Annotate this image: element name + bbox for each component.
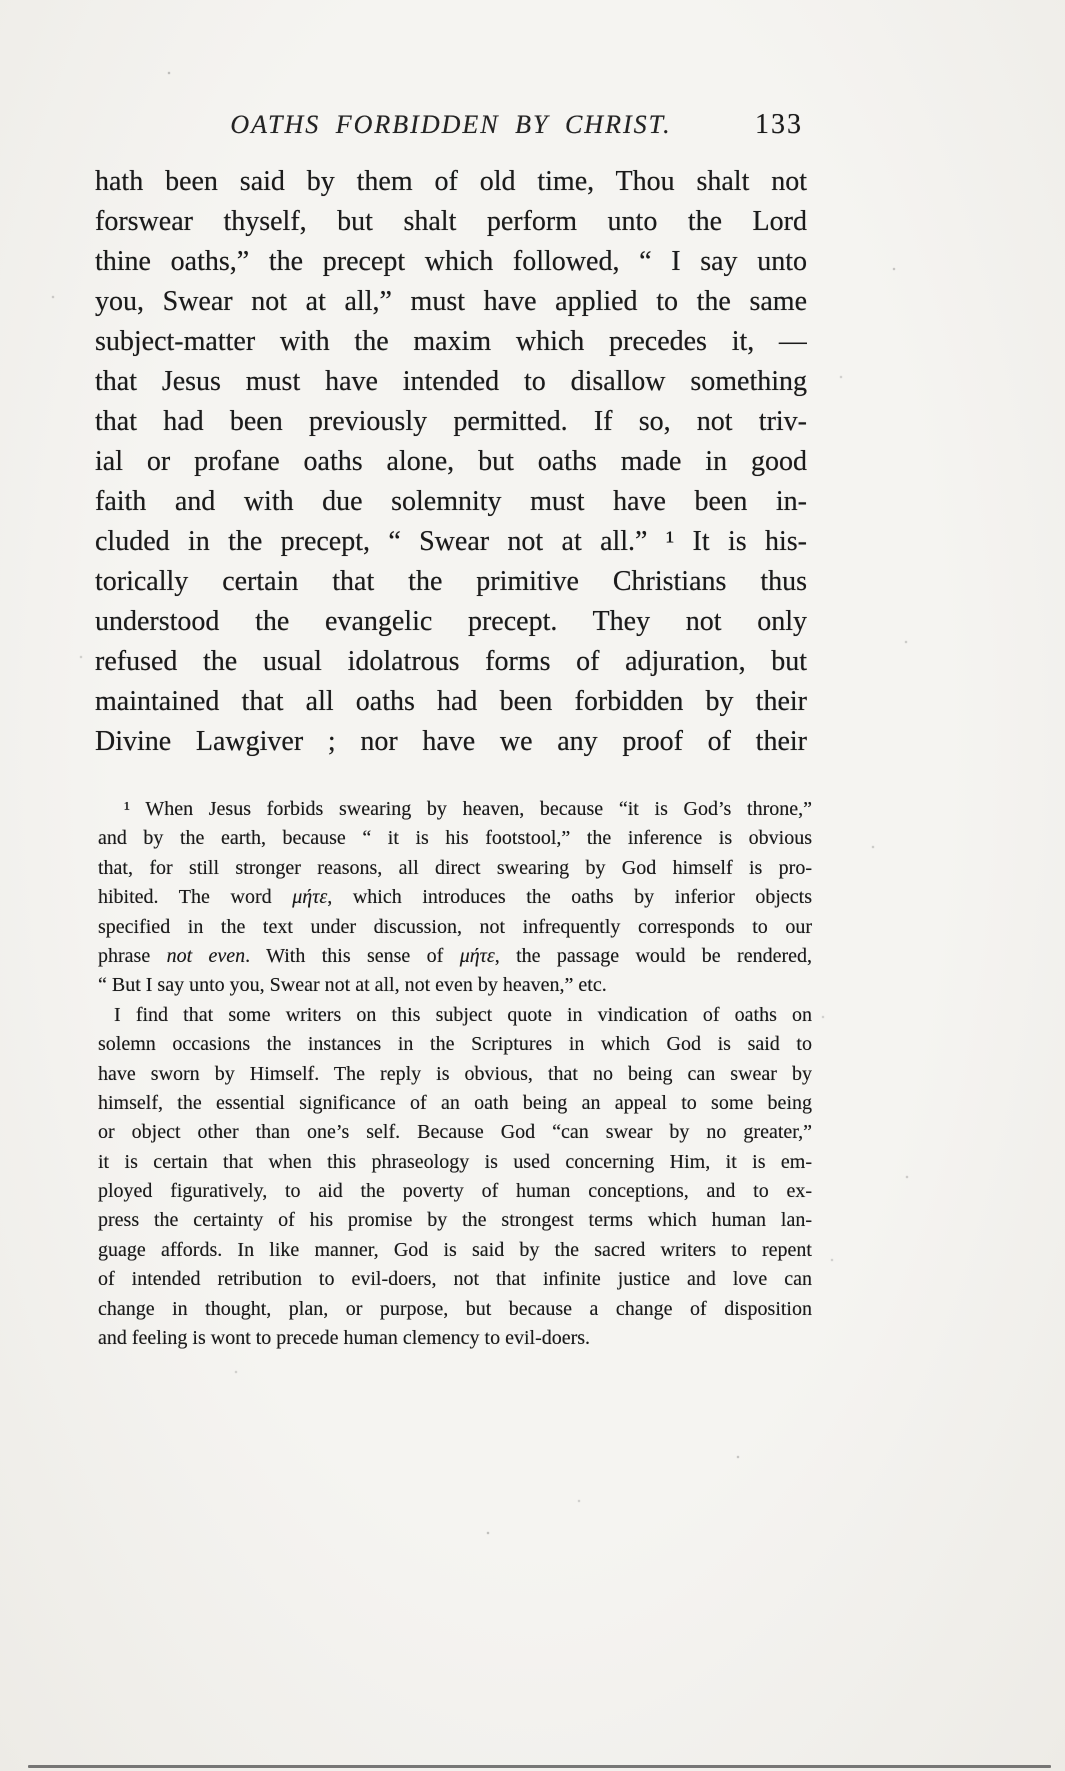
running-header-title: OATHS FORBIDDEN BY CHRIST. (230, 110, 672, 139)
body-line: hath been said by them of old time, Thou shalt not (95, 166, 807, 197)
running-header (95, 110, 807, 140)
footnote-line: solemn occasions the instances in the Scriptures in which God is said to (98, 1033, 812, 1056)
footnote-paragraph (98, 1001, 812, 1354)
footnote-line: it is certain that when this phraseology is used concerning Him, it is em- (98, 1150, 812, 1173)
footnote-line: himself, the essential significance of an oath being an appeal to some being (98, 1091, 812, 1114)
footnote-line: guage affords. In like manner, God is said by the sacred writers to repent (98, 1238, 812, 1261)
body-line: that Jesus must have intended to disallow something (95, 366, 807, 397)
body-line: faith and with due solemnity must have been in- (95, 486, 807, 517)
body-line: that had been previously permitted. If so, not triv- (95, 406, 807, 437)
footnote-line: and by the earth, because “ it is his footstool,” the inference is obvious (98, 827, 812, 850)
body-line: Divine Lawgiver ; nor have we any proof of their (95, 726, 807, 757)
footnote-line: ployed figuratively, to aid the poverty of human conceptions, and to ex- (98, 1180, 812, 1203)
footnote-line: or object other than one’s self. Because God “can swear by no greater,” (98, 1121, 812, 1144)
body-line: refused the usual idolatrous forms of adjuration, but (95, 646, 807, 677)
footnote-paragraph (98, 795, 812, 1001)
footnote-line: have sworn by Himself. The reply is obvious, that no being can swear by (98, 1062, 812, 1085)
page-number: 133 (755, 109, 803, 140)
body-line: you, Swear not at all,” must have applied to the same (95, 286, 807, 317)
body-text (95, 162, 807, 762)
scan-artifacts (0, 0, 2, 2)
scan-edge (28, 1765, 1051, 1768)
body-line: forswear thyself, but shalt perform unto the Lord (95, 206, 807, 237)
footnote (98, 795, 812, 1353)
footnote-line: press the certainty of his promise by the strongest terms which human lan- (98, 1209, 812, 1232)
footnote-line: ¹ When Jesus forbids swearing by heaven, because “it is God’s throne,” (124, 798, 812, 820)
body-line: subject-matter with the maxim which precedes it, — (95, 326, 807, 357)
body-line: maintained that all oaths had been forbidden by their (95, 686, 807, 717)
footnote-line: and feeling is wont to precede human clemency to evil-doers. (98, 1327, 591, 1350)
footnote-line: hibited. The word μήτε, which introduces the oaths by inferior objects (98, 886, 812, 909)
body-line: understood the evangelic precept. They not only (95, 606, 807, 637)
body-line: cluded in the precept, “ Swear not at all.” ¹ It is his- (95, 526, 807, 557)
body-line: ial or profane oaths alone, but oaths made in good (95, 446, 807, 477)
footnote-line: “ But I say unto you, Swear not at all, not even by heaven,” etc. (98, 974, 607, 997)
body-line: thine oaths,” the precept which followed, “ I say unto (95, 246, 807, 277)
footnote-line: phrase not even. With this sense of μήτε, the passage would be rendered, (98, 944, 812, 967)
footnote-line: of intended retribution to evil-doers, not that infinite justice and love can (98, 1268, 812, 1291)
body-line: torically certain that the primitive Christians thus (95, 566, 807, 597)
footnote-line: that, for still stronger reasons, all direct swearing by God himself is pro- (98, 856, 812, 879)
footnote-line: change in thought, plan, or purpose, but because a change of disposition (98, 1297, 812, 1320)
footnote-line: I find that some writers on this subject quote in vindication of oaths on (114, 1003, 812, 1026)
footnote-line: specified in the text under discussion, not infrequently corresponds to our (98, 915, 812, 938)
